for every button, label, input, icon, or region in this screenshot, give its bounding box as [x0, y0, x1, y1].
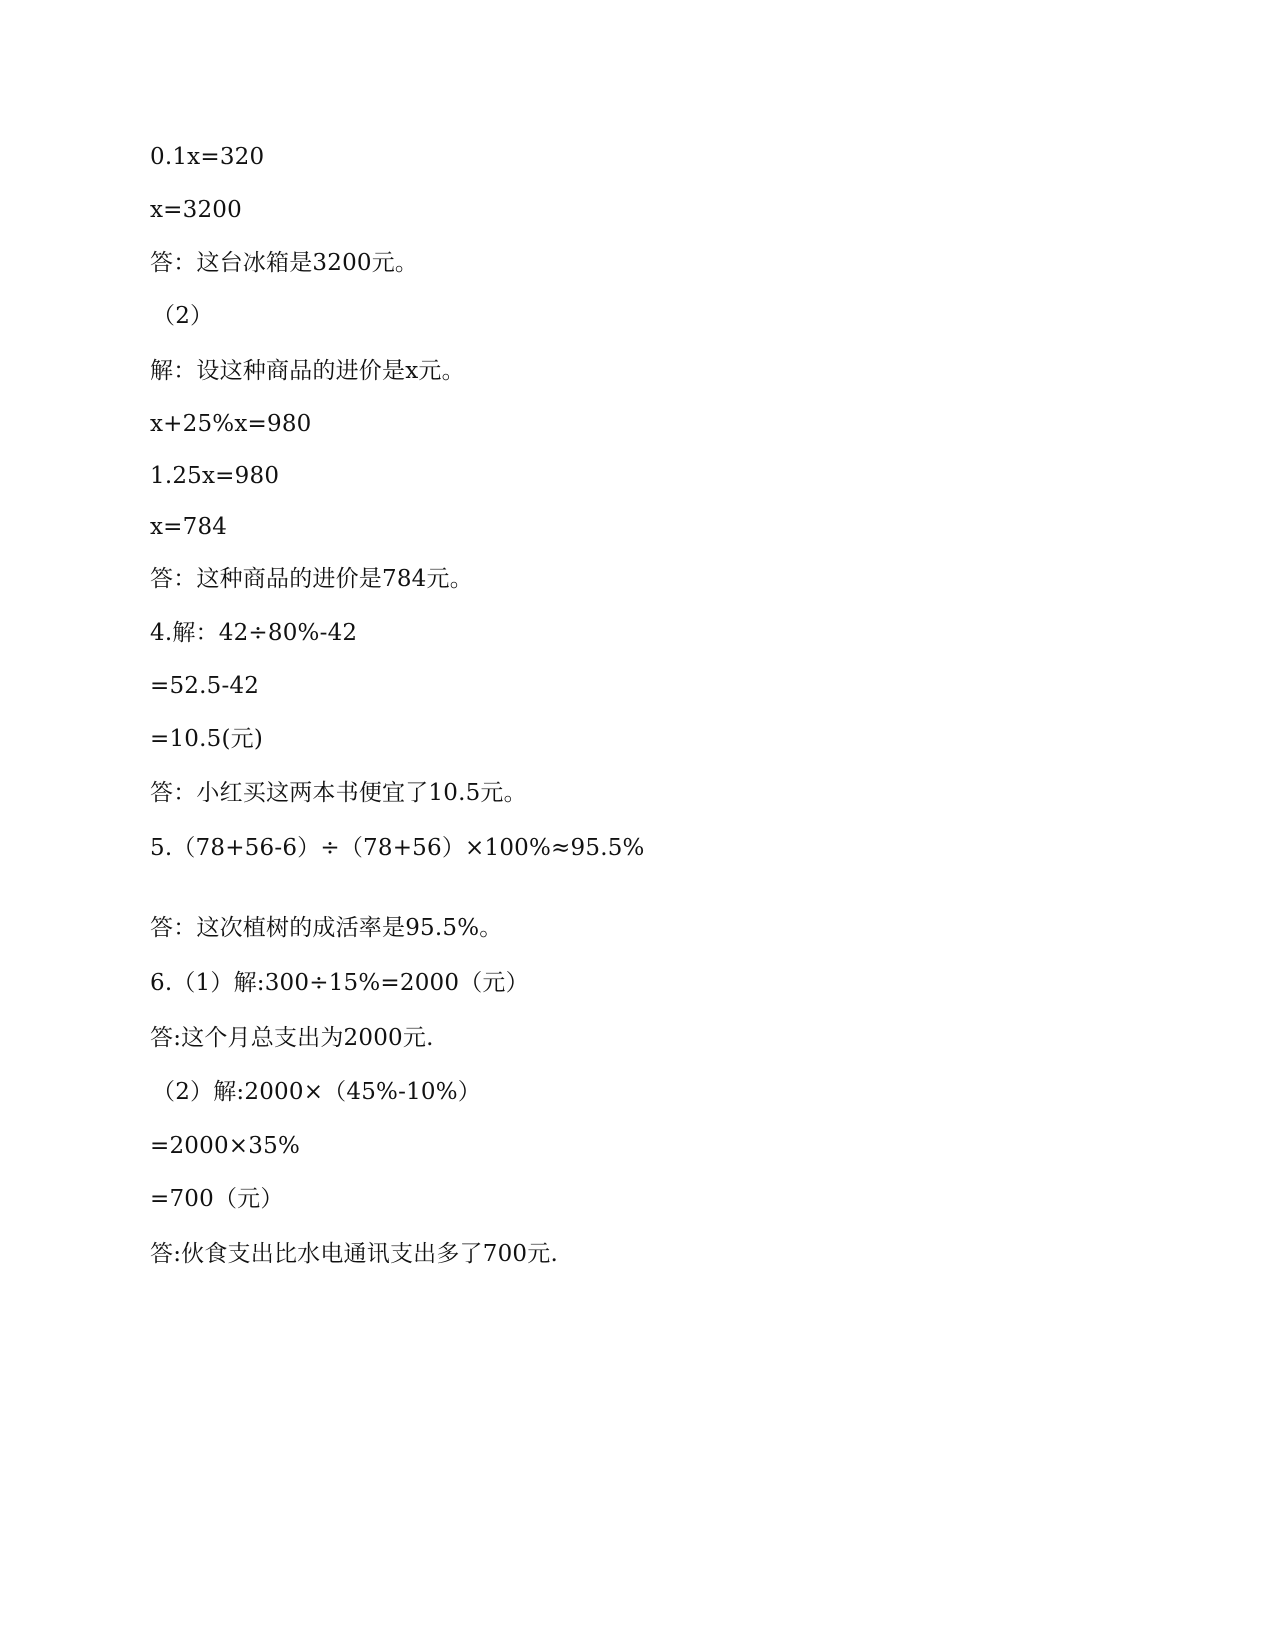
solution-line: （2）解:2000×（45%-10%）	[152, 1079, 482, 1105]
answer-line: 答：这台冰箱是3200元。	[150, 250, 419, 276]
answer-line: 答：小红买这两本书便宜了10.5元。	[150, 780, 527, 806]
solution-line: 5.（78+56-6）÷（78+56）×100%≈95.5%	[150, 835, 645, 861]
solution-line: 解：设这种商品的进价是x元。	[150, 358, 465, 384]
solution-line: 4.解：42÷80%-42	[150, 620, 358, 646]
equation-line: =52.5-42	[150, 673, 260, 699]
answer-line: 答：这次植树的成活率是95.5%。	[150, 915, 503, 941]
equation-line: 0.1x=320	[150, 144, 265, 170]
sub-question-label: （2）	[152, 303, 214, 329]
solution-line: 6.（1）解:300÷15%=2000（元）	[150, 970, 529, 996]
answer-line: 答:伙食支出比水电通讯支出多了700元.	[150, 1241, 558, 1267]
answer-line: 答:这个月总支出为2000元.	[150, 1025, 434, 1051]
equation-line: =10.5(元)	[150, 726, 264, 752]
equation-line: x+25%x=980	[150, 411, 312, 437]
answer-line: 答：这种商品的进价是784元。	[150, 566, 473, 592]
equation-line: 1.25x=980	[150, 463, 280, 489]
equation-line: =700（元）	[150, 1186, 284, 1212]
equation-line: x=784	[150, 514, 228, 540]
equation-line: =2000×35%	[150, 1133, 300, 1159]
equation-line: x=3200	[150, 197, 242, 223]
